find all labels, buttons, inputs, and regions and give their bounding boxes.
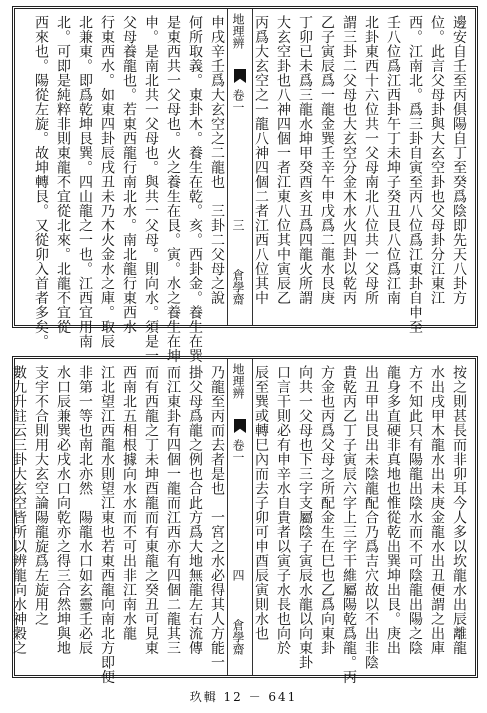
text-column: 方金也丙爲父母之所配金生在巳也乙爲向東卦 [319,365,335,655]
page-number: 玖輯 12 － 641 [189,690,298,704]
text-column: 水口辰兼巽必戌水口向乾亦之得三合然坤與地 [55,365,71,655]
text-column: 口言干則必有申辛水自貴者以寅子水長也向於 [275,365,291,655]
text-column: 申。是南北共一父母也。與共一父母。則向水。須是一 [143,15,159,363]
text-column: 丁卯已未爲三龍水坤甲癸酉亥丑爲四龍火所謂 [297,15,313,305]
text-column: 向共一父母也下三字支屬陰子寅辰水龍以向東卦 [297,365,313,670]
text-column: 北卦東西十六位共一父母南北八位共一父母所 [363,15,379,305]
text-column: 乃龍至丙而去者是也 一宮之水必得其人方能一 [209,365,225,670]
text-column: 壬八位爲江西卦午丁未坤子癸丑艮八位爲江南 [385,15,401,305]
text-column: 而江東卦有四個一龍而江西亦有四個二龍其三 [165,365,181,655]
fish-tail-mark-icon [234,69,246,83]
text-column: 支宇不合則用大玄空論陽龍旋爲左旋用之 [33,365,49,626]
text-column: 龍身多直硬非真地也惟從乾出巽坤出艮。庚出 [385,365,401,655]
edition-mark: 倉學齋 [231,619,245,655]
text-column: 水出戌甲木龍水出未庚金龍水出丑便謂之出庫 [429,365,445,655]
text-column: 掛父母爲龍之例也合此方爲大地無龍左右流傳 [187,365,203,655]
text-column: 行東西水。如東四卦辰戌丑未乃木火金水之庫。取辰 [99,15,115,349]
text-column: 按之則甚長而非卯耳今人多以坎龍水出辰離龍 [451,365,467,655]
text-column: 謂三卦二父母也大玄空分金木水火四卦以乾丙 [341,15,357,305]
text-column: 非第一等也南北亦然 陽龍水口如玄靈壬必辰 [77,365,93,655]
page-center-strip [227,359,253,675]
fish-tail-mark-icon [234,419,246,433]
book-title: 地理辨 [231,13,245,49]
book-title: 地理辨 [231,363,245,399]
text-column: 數九升註云三卦大玄空皆所以辨龍向水神穀之 [11,365,27,655]
text-column: 貴乾丙乙丁子寅辰六字上三字干維屬陽乾爲龍。丙 [341,365,357,684]
text-column: 位。此言父母卦與大玄空卦也父母卦分江東江 [429,15,445,305]
text-column: 辰至巽或轉巳內而去子卯可申酉辰寅則水也 [253,365,269,641]
book-page-bottom [11,356,478,684]
text-column: 方不知此只有陽龍出陰水而不可陰龍出陽之陰 [407,365,423,655]
edition-mark: 倉學齋 [231,269,245,305]
text-column: 乙子寅辰爲一龍金巽壬辛午申戊爲二龍水艮庚 [319,15,335,305]
text-column: 邊安自壬至丙俱陽自丁至癸爲陰即先天八卦方 [451,15,467,305]
book-page-top [12,6,478,363]
text-column: 是東西共一父母也。火之養生在艮。寅。水之養生在坤 [165,15,181,363]
text-column: 而有西龍之丁未坤酉龍而有東龍之癸丑可見東 [143,365,159,655]
folio-number: 三 [231,219,245,231]
page-center-strip [227,9,253,325]
text-column: 大玄空卦也八神四個一者江東八位其中寅辰乙 [275,15,291,305]
text-column: 北。可即是純粹非則東龍不宜從北來。北龍不宜從 [55,15,71,334]
text-column: 父母養龍也。若東西龍行南北水。南北龍行東西水 [121,15,137,334]
volume-label: 卷一 [231,439,245,463]
volume-label: 卷一 [231,89,245,113]
text-column: 江北望江西龍水則望江東也若東西龍向南北方即便 [99,365,115,684]
text-column: 丙爲大玄空之一龍八神四個二者江西八位其中 [253,15,269,305]
text-column: 西南北五相根據向水水而不可出非江南水龍 [121,365,137,641]
folio-number: 四 [231,569,245,581]
text-column: 北兼東。即爲乾坤艮巽。四山龍之一也。江西宜用南 [77,15,93,349]
text-column: 西來也。陽從左旋。故坤轉艮。又從卯入首者多矣。 [33,15,49,349]
text-column: 西。江南北。爲三卦自寅至丙八位爲江東卦自申至 [407,15,423,334]
text-column: 出丑甲出艮出未陰龍配合乃爲吉穴故以不出非陰 [363,365,379,670]
text-column: 申戌辛壬爲大玄空之二龍也 三卦二父母之說 [209,15,225,305]
text-column: 何所取義。東卦木。養生在乾。亥。西卦金。養生在巽 [187,15,203,363]
